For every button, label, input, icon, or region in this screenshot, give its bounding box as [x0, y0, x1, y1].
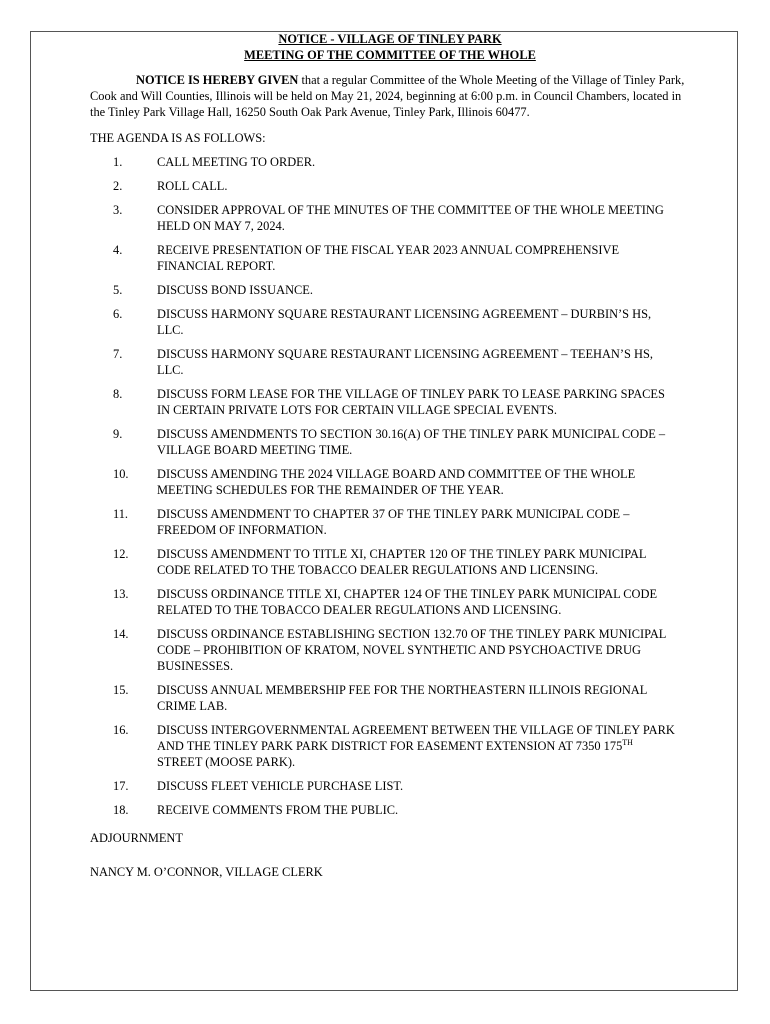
agenda-list — [90, 154, 690, 818]
agenda-item-number: 2. — [113, 179, 123, 193]
agenda-item-text — [157, 722, 677, 770]
agenda-item-number: 9. — [113, 427, 123, 441]
agenda-item-number: 6. — [113, 307, 123, 321]
agenda-item-text: DISCUSS AMENDMENT TO CHAPTER 37 OF THE TINLEY PARK MUNICIPAL CODE – FREEDOM OF INFORMATION. — [157, 507, 630, 537]
agenda-item-number: 15. — [113, 683, 129, 697]
agenda-item-number: 5. — [113, 283, 123, 297]
agenda-item-number: 8. — [113, 387, 123, 401]
agenda-item — [90, 802, 690, 818]
agenda-item-number: 1. — [113, 155, 123, 169]
agenda-item-number: 7. — [113, 347, 123, 361]
notice-subtitle: MEETING OF THE COMMITTEE OF THE WHOLE — [244, 48, 536, 62]
agenda-item-text: DISCUSS AMENDMENTS TO SECTION 30.16(A) OF THE TINLEY PARK MUNICIPAL CODE – VILLAGE BOARD MEETING TIME. — [157, 427, 666, 457]
notice-document — [90, 31, 690, 880]
agenda-item-number: 3. — [113, 203, 123, 217]
agenda-item-number: 11. — [113, 507, 129, 521]
agenda-item-text-part: STREET (MOOSE PARK). — [157, 755, 296, 769]
agenda-item-text: ROLL CALL. — [157, 179, 228, 193]
agenda-item — [90, 586, 690, 618]
agenda-item — [90, 682, 690, 714]
clerk-signature-line: NANCY M. O’CONNOR, VILLAGE CLERK — [90, 865, 323, 879]
agenda-item — [90, 426, 690, 458]
agenda-item-text: CONSIDER APPROVAL OF THE MINUTES OF THE COMMITTEE OF THE WHOLE MEETING HELD ON MAY 7, 2024. — [157, 203, 664, 233]
agenda-item — [90, 546, 690, 578]
agenda-item-text: DISCUSS AMENDMENT TO TITLE XI, CHAPTER 120 OF THE TINLEY PARK MUNICIPAL CODE RELATED TO THE TOBACCO DEALER REGULATIONS AND LICENSING. — [157, 547, 647, 577]
agenda-item-text-part: DISCUSS INTERGOVERNMENTAL AGREEMENT BETWEEN THE VILLAGE OF TINLEY PARK AND THE TINLEY PARK PARK DISTRICT FOR EASEMENT EXTENSION AT 7350 175 — [157, 723, 675, 753]
agenda-item — [90, 282, 690, 298]
agenda-item-text: DISCUSS AMENDING THE 2024 VILLAGE BOARD AND COMMITTEE OF THE WHOLE MEETING SCHEDULES FOR THE REMAINDER OF THE YEAR. — [157, 467, 636, 497]
agenda-item-text: DISCUSS FLEET VEHICLE PURCHASE LIST. — [157, 779, 404, 793]
agenda-item-number: 13. — [113, 587, 129, 601]
agenda-item — [90, 178, 690, 194]
agenda-item-number: 17. — [113, 779, 129, 793]
agenda-item — [90, 506, 690, 538]
intro-body: that a regular Committee of the Whole Meeting of the Village of Tinley Park, Cook and Will Counties, Illinois will be held on May 21, 2024, beginning at 6:00 p.m. in Council Chambers, located in the Tinley Park Village Hall, 16250 South Oak Park Avenue, Tinley Park, Illinois 60477. — [90, 73, 685, 119]
agenda-item-text: DISCUSS FORM LEASE FOR THE VILLAGE OF TINLEY PARK TO LEASE PARKING SPACES IN CERTAIN PRIVATE LOTS FOR CERTAIN VILLAGE SPECIAL EVENTS. — [157, 387, 665, 417]
intro-lead: NOTICE IS HEREBY GIVEN — [136, 73, 299, 87]
agenda-item-text: CALL MEETING TO ORDER. — [157, 155, 316, 169]
agenda-item-number: 12. — [113, 547, 129, 561]
agenda-item-number: 10. — [113, 467, 129, 481]
agenda-item-number: 14. — [113, 627, 129, 641]
notice-title: NOTICE - VILLAGE OF TINLEY PARK — [278, 32, 502, 46]
ordinal-superscript: TH — [622, 738, 633, 747]
agenda-item — [90, 778, 690, 794]
agenda-item — [90, 242, 690, 274]
agenda-item-text: RECEIVE COMMENTS FROM THE PUBLIC. — [157, 803, 399, 817]
agenda-item-number: 16. — [113, 723, 129, 737]
agenda-item — [90, 466, 690, 498]
agenda-heading: THE AGENDA IS AS FOLLOWS: — [90, 131, 266, 145]
agenda-item-text: DISCUSS ANNUAL MEMBERSHIP FEE FOR THE NORTHEASTERN ILLINOIS REGIONAL CRIME LAB. — [157, 683, 647, 713]
agenda-item-text: DISCUSS HARMONY SQUARE RESTAURANT LICENSING AGREEMENT – DURBIN’S HS, LLC. — [157, 307, 652, 337]
adjournment: ADJOURNMENT — [90, 831, 183, 845]
agenda-item-text: DISCUSS BOND ISSUANCE. — [157, 283, 313, 297]
agenda-item — [90, 386, 690, 418]
agenda-item — [90, 306, 690, 338]
intro-paragraph — [90, 72, 690, 120]
agenda-item — [90, 626, 690, 674]
agenda-item-text: DISCUSS ORDINANCE ESTABLISHING SECTION 132.70 OF THE TINLEY PARK MUNICIPAL CODE – PROHIBITION OF KRATOM, NOVEL SYNTHETIC AND PSYCHOACTIVE DRUG BUSINESSES. — [157, 627, 666, 673]
agenda-item-text: DISCUSS HARMONY SQUARE RESTAURANT LICENSING AGREEMENT – TEEHAN’S HS, LLC. — [157, 347, 653, 377]
agenda-item — [90, 154, 690, 170]
agenda-item-number: 4. — [113, 243, 123, 257]
agenda-item-text: RECEIVE PRESENTATION OF THE FISCAL YEAR 2023 ANNUAL COMPREHENSIVE FINANCIAL REPORT. — [157, 243, 620, 273]
agenda-item — [90, 346, 690, 378]
agenda-item-number: 18. — [113, 803, 129, 817]
agenda-item — [90, 202, 690, 234]
agenda-item — [90, 722, 690, 770]
agenda-item-text: DISCUSS ORDINANCE TITLE XI, CHAPTER 124 OF THE TINLEY PARK MUNICIPAL CODE RELATED TO THE TOBACCO DEALER REGULATIONS AND LICENSING. — [157, 587, 658, 617]
